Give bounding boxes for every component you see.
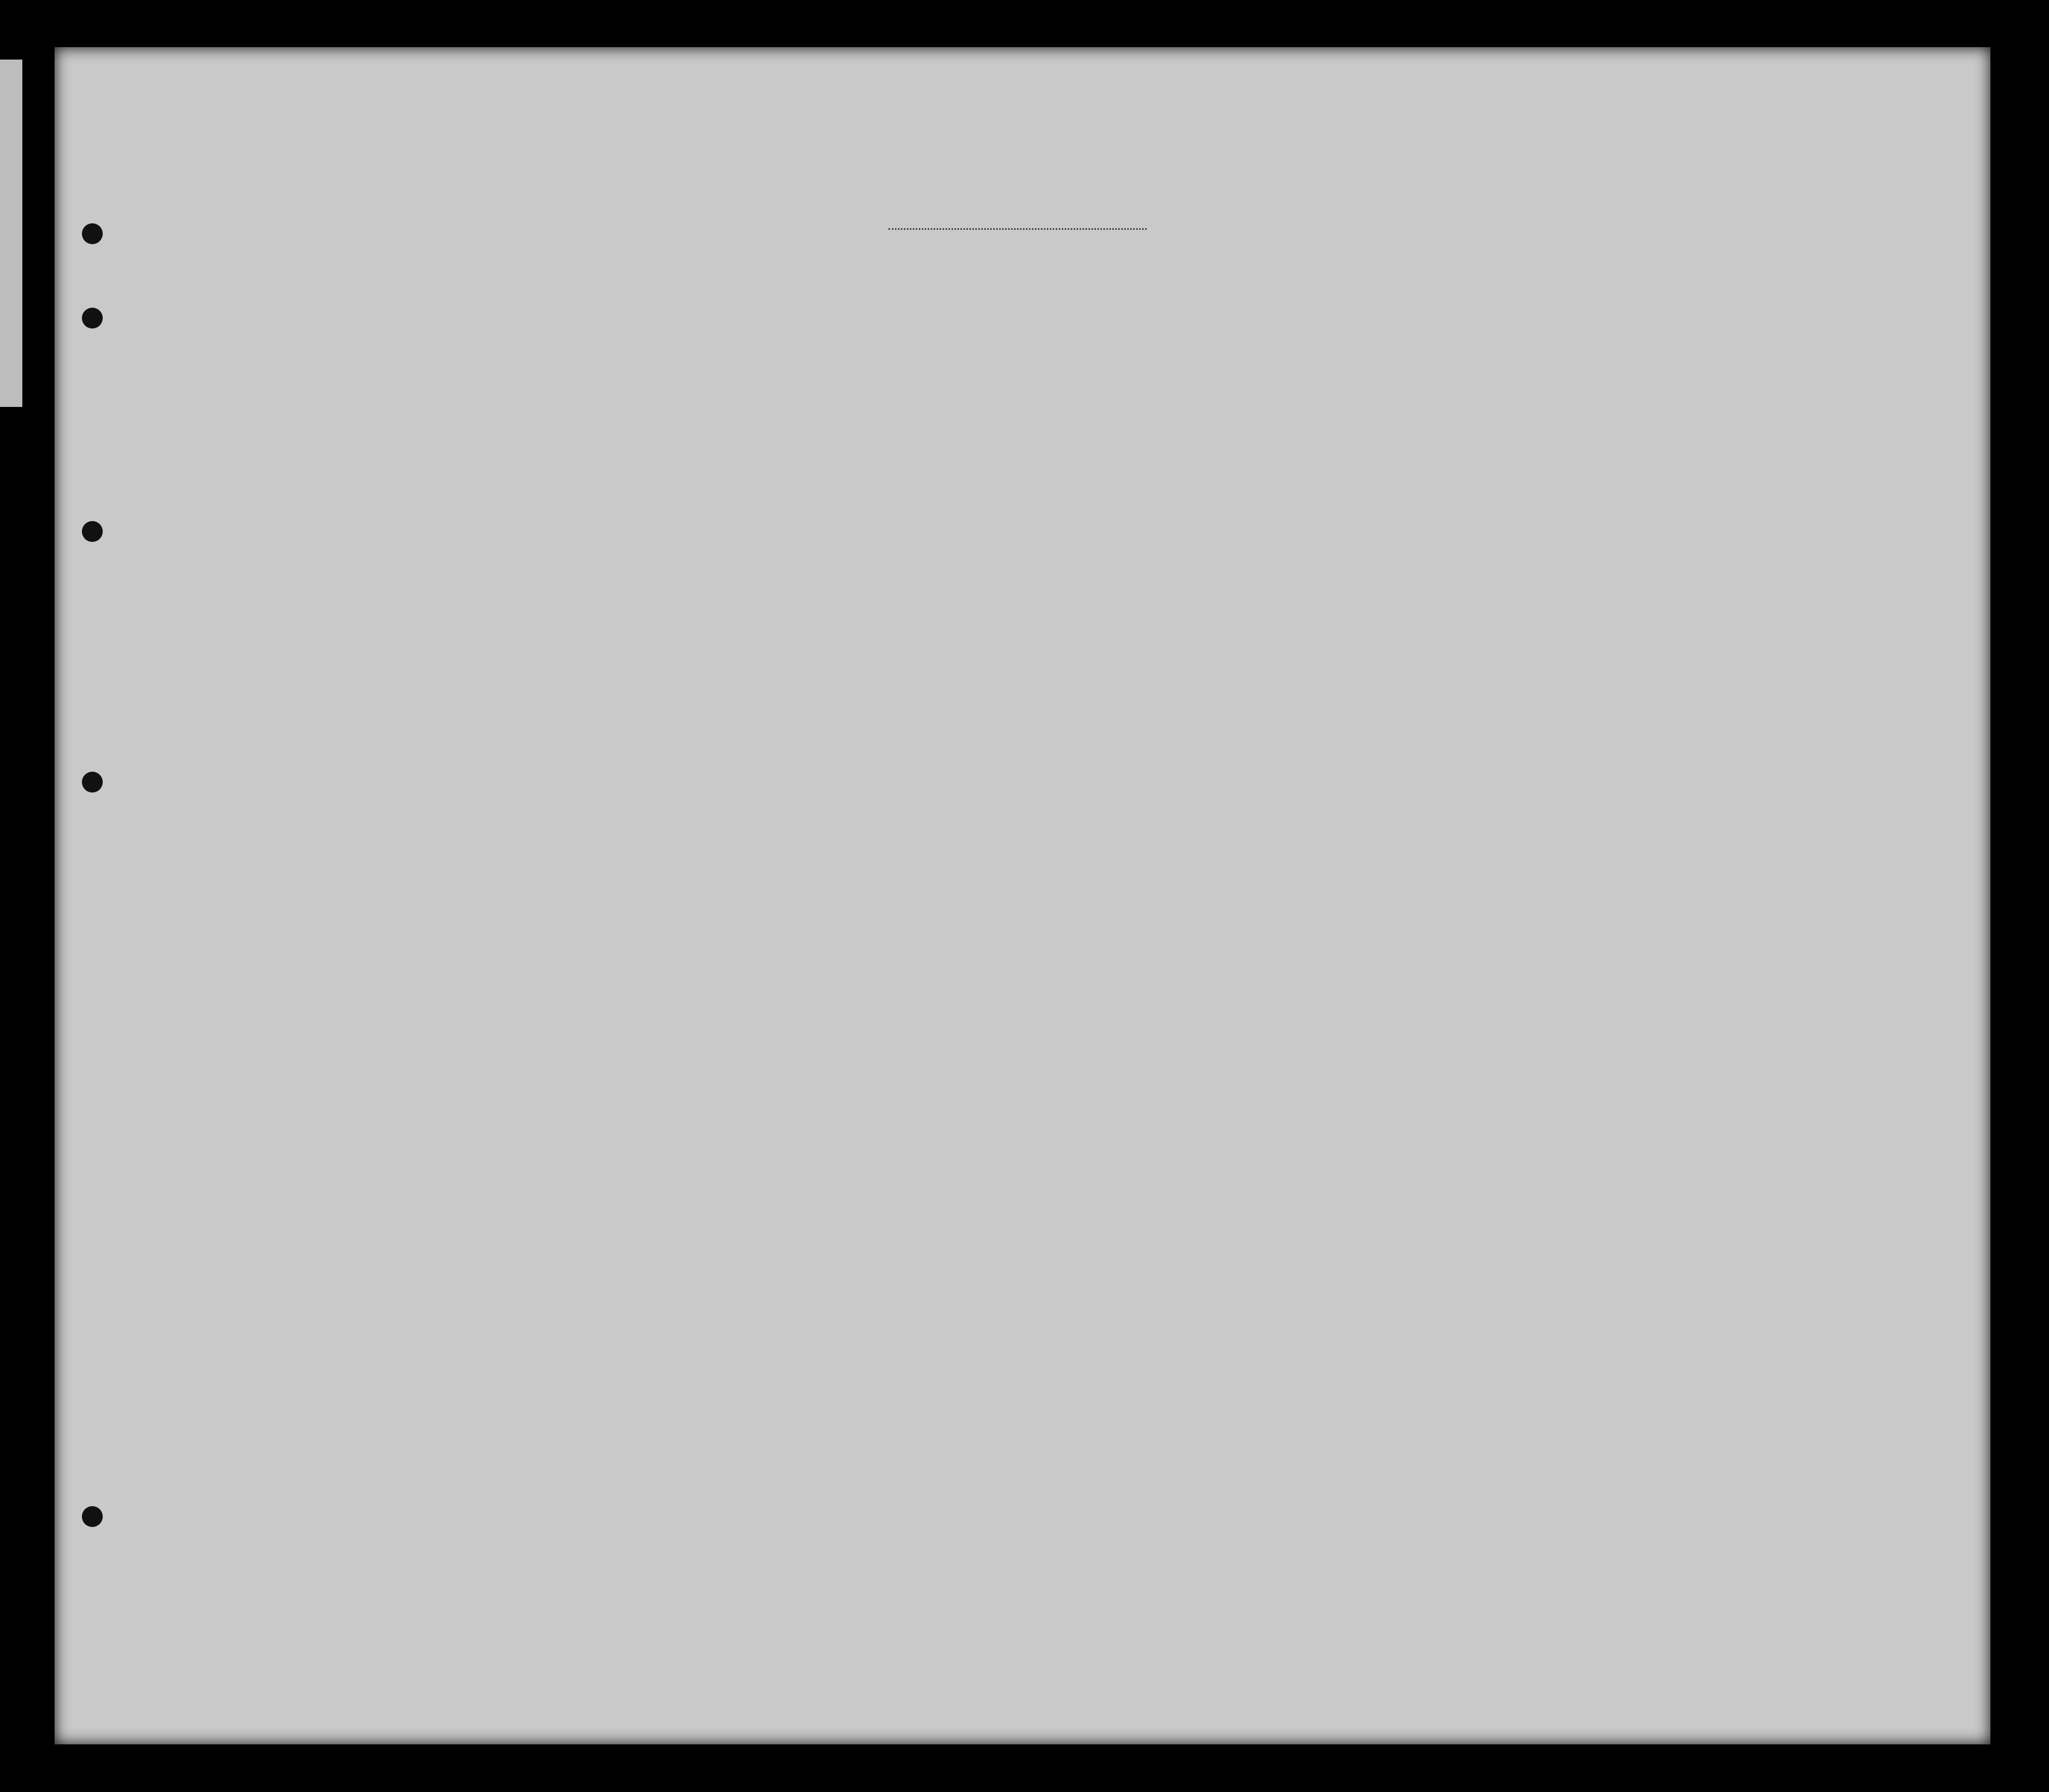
manifest-sheet: [55, 47, 1990, 1744]
table-grid: [55, 47, 1990, 1744]
adjacent-page-edge: [0, 60, 22, 407]
